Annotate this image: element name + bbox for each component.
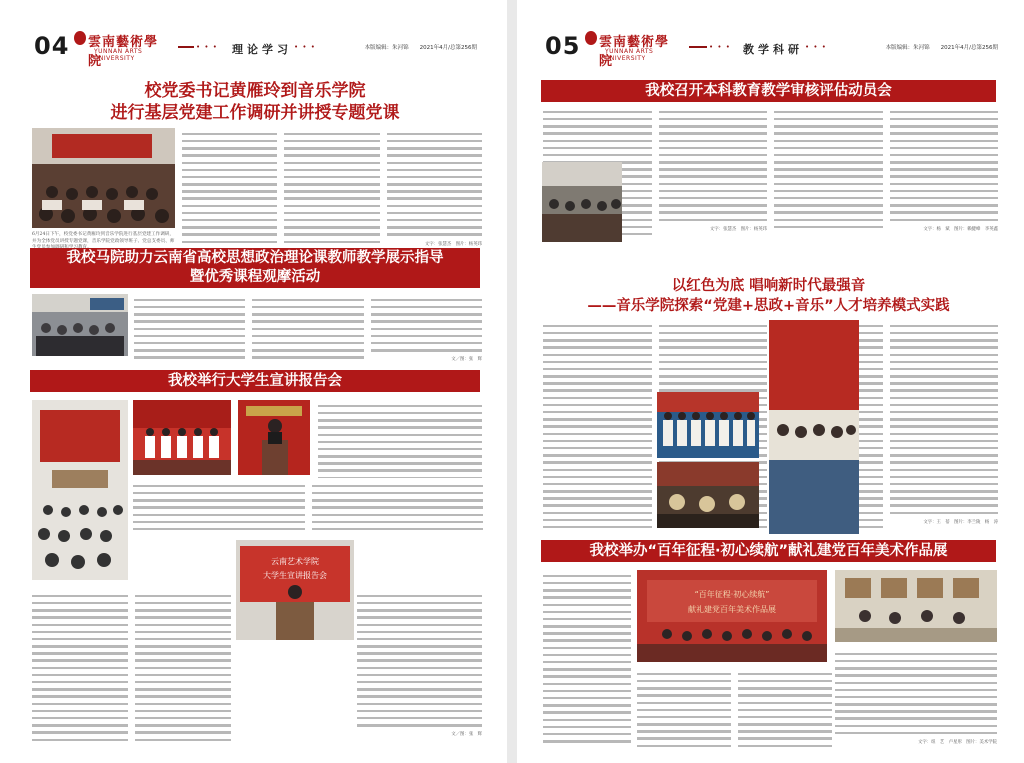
article-headline: 校党委书记黄雁玲到音乐学院 进行基层党建工作调研并讲授专题党课	[110, 81, 400, 123]
photo-banner-text: 云南艺术学院	[271, 557, 319, 566]
university-emblem-icon	[585, 31, 597, 45]
body-column	[387, 128, 482, 258]
body-column	[318, 400, 482, 478]
article-body-columns	[835, 648, 997, 756]
logo-chinese-name: 雲南藝術學院	[88, 35, 159, 69]
article-photo-exhibition-hall	[637, 570, 827, 662]
issue-meta: 本版编辑：朱河锦 2021年4月/总第256期	[364, 45, 477, 51]
university-logo	[585, 30, 681, 69]
masthead-right	[517, 30, 1024, 69]
body-column	[774, 106, 883, 246]
article-photo-evaluation-meeting	[542, 162, 622, 242]
page-number: 04	[34, 32, 70, 60]
article-banner: 我校举办“百年征程·初心续航”献礼建党百年美术作品展	[541, 540, 996, 562]
article-body-columns	[134, 294, 482, 364]
article-photo-stage-group	[133, 400, 231, 475]
article-body-columns	[32, 590, 482, 755]
masthead-rule	[178, 46, 194, 48]
section-title: 教学科研	[743, 43, 803, 56]
photo-caption: 6月24日下午，校党委书记黄雁玲到音乐学院进行基层党建工作调研，并为全体党员讲授专题党课，音乐学院党政领导班子、党总支委员、师	[32, 232, 175, 244]
article-banner: 我校召开本科教育教学审核评估动员会	[541, 80, 996, 102]
body-column	[371, 294, 482, 364]
page-number: 05	[545, 32, 581, 60]
article-body-columns	[182, 128, 482, 258]
body-column	[312, 480, 484, 540]
masthead-left	[0, 30, 507, 69]
university-emblem-icon	[74, 31, 86, 45]
article-body-columns	[543, 570, 631, 755]
newspaper-page-04	[0, 0, 507, 763]
article-byline: 文／图：张 辉	[451, 732, 482, 738]
article-banner: 我校举行大学生宣讲报告会	[30, 370, 480, 392]
body-column	[543, 320, 652, 542]
body-column	[738, 668, 832, 756]
section-dots: • • •	[196, 43, 218, 51]
section-dots: • • •	[805, 43, 827, 51]
body-column	[32, 590, 128, 755]
article-photo-stage-chorus	[769, 320, 859, 534]
body-column	[284, 128, 379, 258]
page-fold-gutter	[507, 0, 517, 763]
article-photo-band-performance	[657, 462, 759, 528]
body-column	[543, 570, 631, 755]
section-dots: • • •	[294, 43, 316, 51]
article-byline: 文／图：张 辉	[451, 357, 482, 363]
article-body-columns	[637, 668, 832, 756]
section-dots: • • •	[709, 43, 731, 51]
logo-english-name: YUNNAN ARTS UNIVERSITY	[94, 48, 143, 62]
article-byline: 文字：王 蓓 图片：李兰陵 杨 涛	[923, 519, 998, 525]
body-column	[835, 648, 997, 756]
article-photo-ideology-class	[32, 294, 128, 356]
article-byline: 文字：张慧杰 图片：杨英玮	[424, 241, 482, 247]
article-headline: 以红色为底 唱响新时代最强音 ——音乐学院探索“党建+思政+音乐”人才培养模式实践	[587, 278, 950, 314]
body-column	[252, 294, 363, 364]
exhibition-banner-text: 献礼建党百年美术作品展	[688, 605, 776, 614]
university-logo	[74, 30, 170, 69]
masthead-rule	[689, 46, 707, 48]
body-column	[890, 320, 999, 542]
newspaper-page-05	[517, 0, 1024, 763]
article-photo-lecture-hall	[32, 400, 128, 580]
body-column	[134, 294, 245, 364]
article-photo-gallery-visitors	[835, 570, 997, 642]
article-banner: 我校马院助力云南省高校思想政治理论课教师教学展示指导 暨优秀课程观摩活动	[30, 248, 480, 288]
body-column	[637, 668, 731, 756]
body-column	[659, 106, 768, 246]
body-column	[890, 106, 999, 246]
article-photo-choir-performance	[657, 392, 759, 458]
photo-banner-text: 大学生宣讲报告会	[263, 571, 327, 580]
article-photo-party-lecture	[32, 128, 175, 228]
section-title: 理论学习	[232, 43, 292, 56]
body-column	[182, 128, 277, 258]
article-byline: 文字：纽 艺 卢星彤 图片：美术学院	[917, 740, 997, 746]
article-body-columns	[318, 400, 482, 478]
exhibition-banner-text: “百年征程·初心续航”	[694, 590, 770, 599]
body-column	[357, 590, 482, 755]
article-byline: 文字：张慧杰 图片：杨英玮	[709, 226, 767, 232]
issue-meta: 本版编辑：朱河锦 2021年4月/总第256期	[885, 45, 998, 51]
article-byline: 文字：杨 斌 图片：赖健峰 李英鑫	[923, 226, 998, 232]
article-body-columns	[133, 480, 483, 540]
body-column	[135, 590, 231, 755]
article-photo-speaker-podium	[238, 400, 310, 475]
body-column	[133, 480, 305, 540]
logo-chinese-name: 雲南藝術學院	[599, 35, 670, 69]
logo-english-name: YUNNAN ARTS UNIVERSITY	[605, 48, 654, 62]
